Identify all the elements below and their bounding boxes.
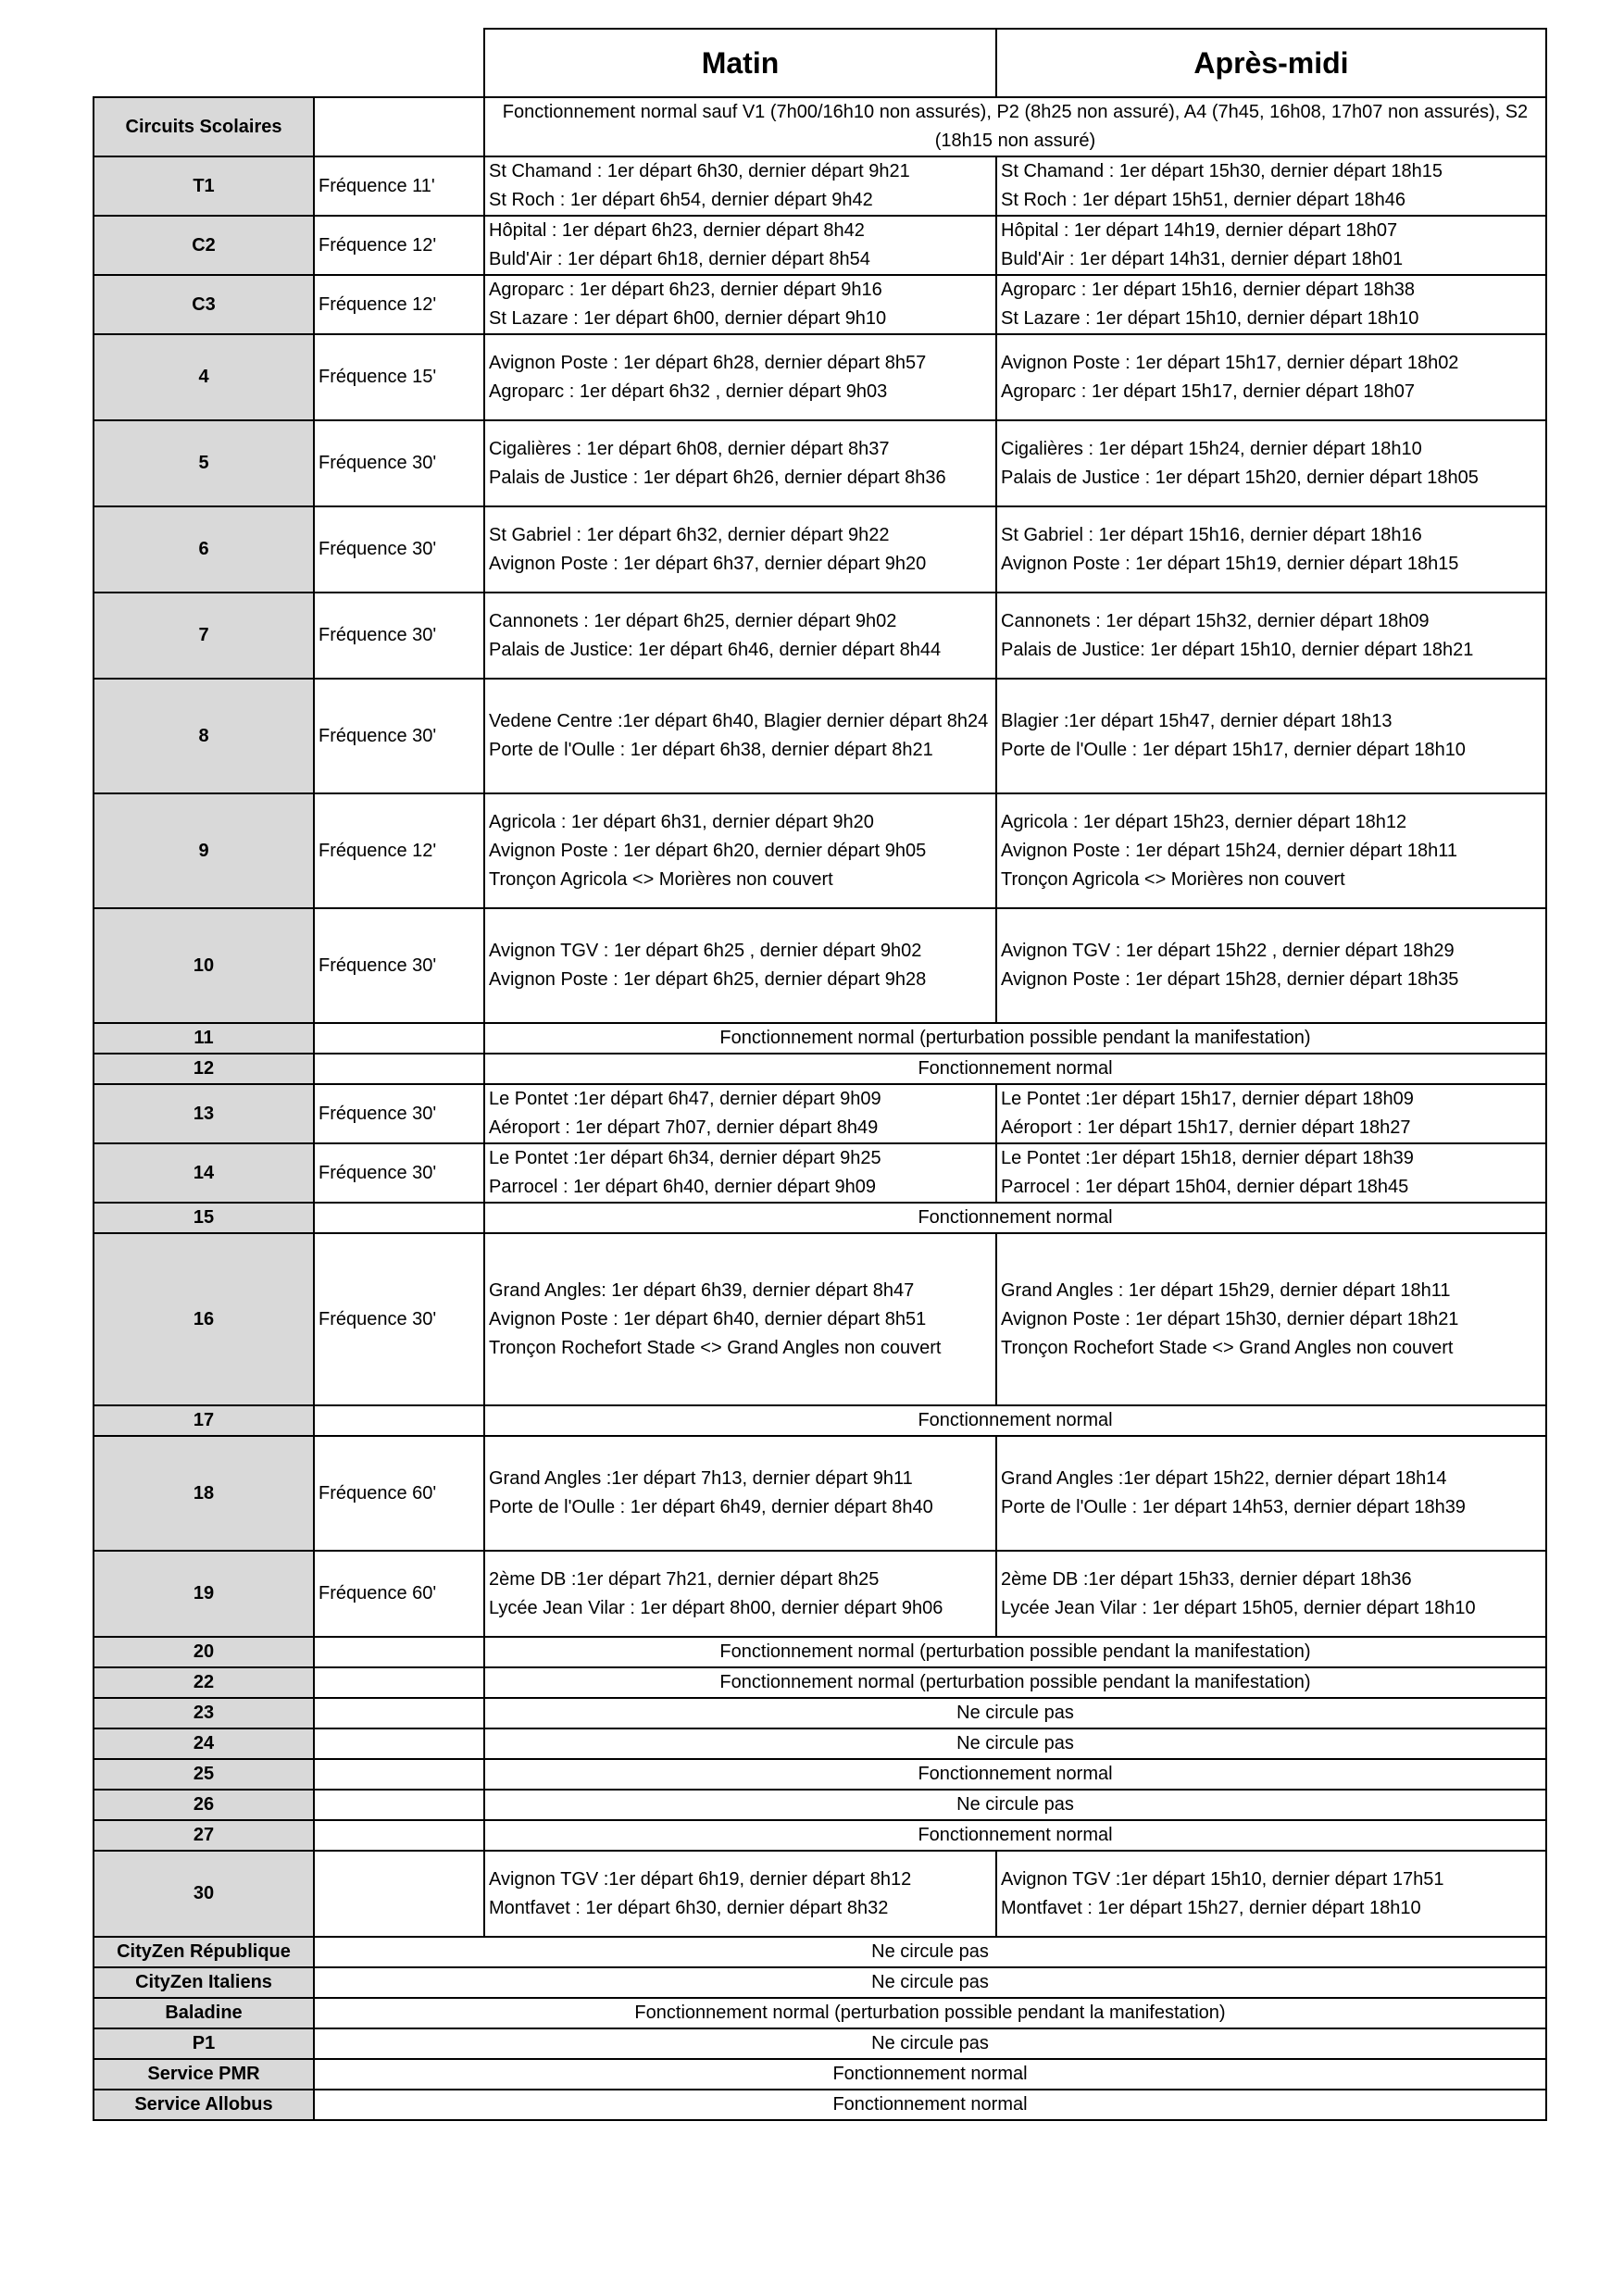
schedule-line: Le Pontet :1er départ 15h18, dernier départ 18h39 bbox=[1001, 1148, 1414, 1168]
frequency-cell: Fréquence 60' bbox=[314, 1436, 484, 1551]
schedule-line: Avignon Poste : 1er départ 15h28, dernier départ 18h35 bbox=[1001, 969, 1459, 990]
line-cell: 24 bbox=[94, 1728, 314, 1759]
frequency-cell: Fréquence 12' bbox=[314, 216, 484, 275]
table-row bbox=[94, 2059, 1546, 2090]
apres-midi-schedule-cell bbox=[996, 1084, 1546, 1143]
apres-midi-schedule-cell bbox=[996, 1436, 1546, 1551]
status-cell: Fonctionnement normal bbox=[484, 1405, 1546, 1436]
matin-schedule-cell bbox=[484, 593, 996, 679]
line-cell: 13 bbox=[94, 1084, 314, 1143]
table-row bbox=[94, 334, 1546, 420]
table-row bbox=[94, 679, 1546, 793]
table-row bbox=[94, 1667, 1546, 1698]
frequency-cell bbox=[314, 97, 484, 156]
schedule-line: Grand Angles :1er départ 15h22, dernier départ 18h14 bbox=[1001, 1468, 1447, 1489]
status-cell: Fonctionnement normal bbox=[484, 1054, 1546, 1084]
frequency-cell bbox=[314, 1728, 484, 1759]
status-cell: Ne circule pas bbox=[314, 1937, 1546, 1967]
frequency-cell: Fréquence 30' bbox=[314, 1143, 484, 1203]
line-cell: 10 bbox=[94, 908, 314, 1023]
frequency-cell: Fréquence 30' bbox=[314, 908, 484, 1023]
apres-midi-schedule-cell bbox=[996, 1233, 1546, 1405]
table-row bbox=[94, 1790, 1546, 1820]
line-cell: Circuits Scolaires bbox=[94, 97, 314, 156]
line-cell: Service Allobus bbox=[94, 2090, 314, 2120]
schedule-line: Agroparc : 1er départ 6h32 , dernier départ 9h03 bbox=[489, 381, 888, 402]
status-cell: Fonctionnement normal sauf V1 (7h00/16h10 non assurés), P2 (8h25 non assuré), A4 (7h45, 16h08, 17h07 non assurés), S2 (18h15 non assuré) bbox=[484, 97, 1546, 156]
schedule-line: Avignon TGV : 1er départ 6h25 , dernier départ 9h02 bbox=[489, 941, 922, 961]
line-cell: CityZen Italiens bbox=[94, 1967, 314, 1998]
schedule-line: Avignon TGV : 1er départ 15h22 , dernier départ 18h29 bbox=[1001, 941, 1455, 961]
status-cell: Ne circule pas bbox=[484, 1790, 1546, 1820]
matin-schedule-cell bbox=[484, 420, 996, 506]
table-row bbox=[94, 1967, 1546, 1998]
table-row bbox=[94, 1759, 1546, 1790]
status-cell: Fonctionnement normal bbox=[484, 1820, 1546, 1851]
line-cell: 9 bbox=[94, 793, 314, 908]
line-cell: 22 bbox=[94, 1667, 314, 1698]
header-blank-cell bbox=[94, 29, 484, 97]
apres-midi-schedule-cell bbox=[996, 1143, 1546, 1203]
schedule-line: Avignon Poste : 1er départ 6h28, dernier départ 8h57 bbox=[489, 352, 927, 373]
matin-schedule-cell bbox=[484, 156, 996, 216]
schedule-line: Palais de Justice: 1er départ 15h10, dernier départ 18h21 bbox=[1001, 639, 1474, 660]
apres-midi-schedule-cell bbox=[996, 679, 1546, 793]
frequency-cell bbox=[314, 1023, 484, 1054]
schedule-line: 2ème DB :1er départ 15h33, dernier départ 18h36 bbox=[1001, 1568, 1412, 1590]
line-cell: 23 bbox=[94, 1698, 314, 1728]
line-cell: P1 bbox=[94, 2028, 314, 2059]
line-cell: CityZen République bbox=[94, 1937, 314, 1967]
line-cell: C2 bbox=[94, 216, 314, 275]
table-row bbox=[94, 1233, 1546, 1405]
table-row bbox=[94, 1851, 1546, 1937]
table-row bbox=[94, 506, 1546, 593]
matin-schedule-cell bbox=[484, 334, 996, 420]
apres-midi-schedule-cell bbox=[996, 420, 1546, 506]
status-cell: Fonctionnement normal bbox=[314, 2059, 1546, 2090]
apres-midi-schedule-cell bbox=[996, 275, 1546, 334]
schedule-line: St Chamand : 1er départ 6h30, dernier départ 9h21 bbox=[489, 161, 910, 181]
line-cell: Baladine bbox=[94, 1998, 314, 2028]
schedule-line: Porte de l'Oulle : 1er départ 15h17, dernier départ 18h10 bbox=[1001, 740, 1466, 760]
schedule-table bbox=[93, 28, 1547, 2121]
status-cell: Fonctionnement normal bbox=[484, 1759, 1546, 1790]
schedule-line: Avignon Poste : 1er départ 15h30, dernier départ 18h21 bbox=[1001, 1308, 1459, 1329]
table-row bbox=[94, 97, 1546, 156]
schedule-line: Aéroport : 1er départ 7h07, dernier départ 8h49 bbox=[489, 1117, 879, 1138]
line-cell: 8 bbox=[94, 679, 314, 793]
schedule-line: Avignon TGV :1er départ 6h19, dernier départ 8h12 bbox=[489, 1868, 912, 1890]
schedule-line: St Lazare : 1er départ 6h00, dernier départ 9h10 bbox=[489, 308, 887, 329]
frequency-cell: Fréquence 60' bbox=[314, 1551, 484, 1637]
matin-schedule-cell bbox=[484, 1233, 996, 1405]
apres-midi-schedule-cell bbox=[996, 1851, 1546, 1937]
frequency-cell: Fréquence 12' bbox=[314, 793, 484, 908]
table-row bbox=[94, 908, 1546, 1023]
schedule-line: Montfavet : 1er départ 6h30, dernier départ 8h32 bbox=[489, 1897, 889, 1918]
schedule-line: Lycée Jean Vilar : 1er départ 15h05, dernier départ 18h10 bbox=[1001, 1597, 1476, 1618]
schedule-line: Aéroport : 1er départ 15h17, dernier départ 18h27 bbox=[1001, 1117, 1411, 1138]
line-cell: 15 bbox=[94, 1203, 314, 1233]
table-row bbox=[94, 2090, 1546, 2120]
apres-midi-schedule-cell bbox=[996, 793, 1546, 908]
apres-midi-schedule-cell bbox=[996, 334, 1546, 420]
frequency-cell bbox=[314, 1405, 484, 1436]
schedule-line: Avignon Poste : 1er départ 6h37, dernier départ 9h20 bbox=[489, 553, 927, 574]
schedule-line: Le Pontet :1er départ 6h47, dernier départ 9h09 bbox=[489, 1089, 881, 1109]
schedule-line: Cigalières : 1er départ 15h24, dernier départ 18h10 bbox=[1001, 438, 1422, 459]
matin-schedule-cell bbox=[484, 216, 996, 275]
schedule-line: Buld'Air : 1er départ 6h18, dernier départ 8h54 bbox=[489, 249, 870, 269]
schedule-line: Vedene Centre :1er départ 6h40, Blagier dernier départ 8h24 bbox=[489, 711, 989, 731]
schedule-line: Cannonets : 1er départ 6h25, dernier départ 9h02 bbox=[489, 610, 897, 631]
status-cell: Fonctionnement normal (perturbation possible pendant la manifestation) bbox=[314, 1998, 1546, 2028]
frequency-cell: Fréquence 30' bbox=[314, 679, 484, 793]
status-cell: Fonctionnement normal (perturbation possible pendant la manifestation) bbox=[484, 1637, 1546, 1667]
frequency-cell: Fréquence 11' bbox=[314, 156, 484, 216]
line-cell: C3 bbox=[94, 275, 314, 334]
header-matin: Matin bbox=[484, 29, 996, 97]
frequency-cell: Fréquence 30' bbox=[314, 1233, 484, 1405]
schedule-line: Lycée Jean Vilar : 1er départ 8h00, dernier départ 9h06 bbox=[489, 1597, 943, 1618]
schedule-line: Tronçon Rochefort Stade <> Grand Angles non couvert bbox=[489, 1337, 942, 1358]
matin-schedule-cell bbox=[484, 1851, 996, 1937]
frequency-cell: Fréquence 30' bbox=[314, 1084, 484, 1143]
schedule-line: Tronçon Agricola <> Morières non couvert bbox=[1001, 868, 1345, 890]
schedule-line: Agricola : 1er départ 6h31, dernier départ 9h20 bbox=[489, 811, 874, 832]
matin-schedule-cell bbox=[484, 1084, 996, 1143]
status-cell: Ne circule pas bbox=[484, 1728, 1546, 1759]
schedule-line: Grand Angles :1er départ 7h13, dernier départ 9h11 bbox=[489, 1468, 913, 1489]
apres-midi-schedule-cell bbox=[996, 593, 1546, 679]
schedule-line: Agricola : 1er départ 15h23, dernier départ 18h12 bbox=[1001, 811, 1407, 832]
apres-midi-schedule-cell bbox=[996, 216, 1546, 275]
table-row bbox=[94, 593, 1546, 679]
table-row bbox=[94, 1728, 1546, 1759]
table-row bbox=[94, 1054, 1546, 1084]
frequency-cell bbox=[314, 1698, 484, 1728]
schedule-line: 2ème DB :1er départ 7h21, dernier départ 8h25 bbox=[489, 1568, 880, 1590]
schedule-line: Palais de Justice : 1er départ 15h20, dernier départ 18h05 bbox=[1001, 467, 1479, 488]
frequency-cell bbox=[314, 1790, 484, 1820]
status-cell: Fonctionnement normal (perturbation possible pendant la manifestation) bbox=[484, 1667, 1546, 1698]
schedule-line: Le Pontet :1er départ 6h34, dernier départ 9h25 bbox=[489, 1148, 881, 1168]
frequency-cell bbox=[314, 1851, 484, 1937]
matin-schedule-cell bbox=[484, 275, 996, 334]
table-row bbox=[94, 216, 1546, 275]
table-row bbox=[94, 1937, 1546, 1967]
line-cell: 20 bbox=[94, 1637, 314, 1667]
schedule-line: St Roch : 1er départ 6h54, dernier départ 9h42 bbox=[489, 190, 873, 210]
apres-midi-schedule-cell bbox=[996, 1551, 1546, 1637]
matin-schedule-cell bbox=[484, 679, 996, 793]
line-cell: 30 bbox=[94, 1851, 314, 1937]
schedule-line: Cannonets : 1er départ 15h32, dernier départ 18h09 bbox=[1001, 610, 1430, 631]
frequency-cell bbox=[314, 1203, 484, 1233]
apres-midi-schedule-cell bbox=[996, 908, 1546, 1023]
table-row bbox=[94, 1084, 1546, 1143]
line-cell: 14 bbox=[94, 1143, 314, 1203]
table-row bbox=[94, 1551, 1546, 1637]
table-row bbox=[94, 1143, 1546, 1203]
table-row bbox=[94, 1998, 1546, 2028]
line-cell: 25 bbox=[94, 1759, 314, 1790]
status-cell: Fonctionnement normal bbox=[314, 2090, 1546, 2120]
table-row bbox=[94, 1637, 1546, 1667]
line-cell: 5 bbox=[94, 420, 314, 506]
schedule-line: Porte de l'Oulle : 1er départ 14h53, dernier départ 18h39 bbox=[1001, 1497, 1466, 1517]
frequency-cell bbox=[314, 1637, 484, 1667]
schedule-line: Parrocel : 1er départ 15h04, dernier départ 18h45 bbox=[1001, 1177, 1409, 1197]
matin-schedule-cell bbox=[484, 1143, 996, 1203]
schedule-line: Le Pontet :1er départ 15h17, dernier départ 18h09 bbox=[1001, 1089, 1414, 1109]
line-cell: 17 bbox=[94, 1405, 314, 1436]
apres-midi-schedule-cell bbox=[996, 506, 1546, 593]
schedule-line: Agroparc : 1er départ 15h16, dernier départ 18h38 bbox=[1001, 280, 1415, 300]
schedule-line: Palais de Justice: 1er départ 6h46, dernier départ 8h44 bbox=[489, 639, 942, 660]
schedule-line: Agroparc : 1er départ 6h23, dernier départ 9h16 bbox=[489, 280, 882, 300]
matin-schedule-cell bbox=[484, 506, 996, 593]
table-row bbox=[94, 1203, 1546, 1233]
table-row bbox=[94, 1023, 1546, 1054]
schedule-line: St Gabriel : 1er départ 6h32, dernier départ 9h22 bbox=[489, 524, 890, 545]
schedule-line: Avignon TGV :1er départ 15h10, dernier départ 17h51 bbox=[1001, 1868, 1444, 1890]
frequency-cell: Fréquence 30' bbox=[314, 506, 484, 593]
schedule-line: Avignon Poste : 1er départ 15h17, dernier départ 18h02 bbox=[1001, 352, 1459, 373]
frequency-cell: Fréquence 30' bbox=[314, 420, 484, 506]
table-row bbox=[94, 275, 1546, 334]
schedule-line: Cigalières : 1er départ 6h08, dernier départ 8h37 bbox=[489, 438, 890, 459]
line-cell: 19 bbox=[94, 1551, 314, 1637]
schedule-line: Palais de Justice : 1er départ 6h26, dernier départ 8h36 bbox=[489, 467, 946, 488]
frequency-cell: Fréquence 30' bbox=[314, 593, 484, 679]
table-row bbox=[94, 1405, 1546, 1436]
line-cell: 26 bbox=[94, 1790, 314, 1820]
schedule-line: St Roch : 1er départ 15h51, dernier départ 18h46 bbox=[1001, 190, 1405, 210]
line-cell: 6 bbox=[94, 506, 314, 593]
table-row bbox=[94, 1698, 1546, 1728]
header-row bbox=[94, 29, 1546, 97]
schedule-line: Avignon Poste : 1er départ 6h20, dernier départ 9h05 bbox=[489, 840, 927, 861]
schedule-line: Buld'Air : 1er départ 14h31, dernier départ 18h01 bbox=[1001, 249, 1404, 269]
status-cell: Ne circule pas bbox=[484, 1698, 1546, 1728]
frequency-cell: Fréquence 15' bbox=[314, 334, 484, 420]
schedule-line: Parrocel : 1er départ 6h40, dernier départ 9h09 bbox=[489, 1177, 877, 1197]
schedule-line: Hôpital : 1er départ 14h19, dernier départ 18h07 bbox=[1001, 220, 1398, 241]
schedule-line: Montfavet : 1er départ 15h27, dernier départ 18h10 bbox=[1001, 1897, 1421, 1918]
frequency-cell bbox=[314, 1820, 484, 1851]
matin-schedule-cell bbox=[484, 1551, 996, 1637]
schedule-line: Agroparc : 1er départ 15h17, dernier départ 18h07 bbox=[1001, 381, 1415, 402]
table-row bbox=[94, 420, 1546, 506]
line-cell: T1 bbox=[94, 156, 314, 216]
line-cell: 11 bbox=[94, 1023, 314, 1054]
line-cell: 12 bbox=[94, 1054, 314, 1084]
schedule-line: Porte de l'Oulle : 1er départ 6h49, dernier départ 8h40 bbox=[489, 1497, 933, 1517]
matin-schedule-cell bbox=[484, 793, 996, 908]
schedule-line: Avignon Poste : 1er départ 15h24, dernier départ 18h11 bbox=[1001, 840, 1457, 861]
line-cell: 7 bbox=[94, 593, 314, 679]
status-cell: Ne circule pas bbox=[314, 2028, 1546, 2059]
schedule-line: Hôpital : 1er départ 6h23, dernier départ 8h42 bbox=[489, 220, 865, 241]
schedule-line: Tronçon Rochefort Stade <> Grand Angles non couvert bbox=[1001, 1337, 1454, 1358]
apres-midi-schedule-cell bbox=[996, 156, 1546, 216]
line-cell: 4 bbox=[94, 334, 314, 420]
schedule-line: Avignon Poste : 1er départ 6h40, dernier départ 8h51 bbox=[489, 1308, 927, 1329]
table-row bbox=[94, 793, 1546, 908]
schedule-body bbox=[94, 29, 1546, 2120]
table-row bbox=[94, 1820, 1546, 1851]
schedule-line: St Lazare : 1er départ 15h10, dernier départ 18h10 bbox=[1001, 308, 1419, 329]
header-apres-midi: Après-midi bbox=[996, 29, 1546, 97]
frequency-cell bbox=[314, 1054, 484, 1084]
line-cell: 27 bbox=[94, 1820, 314, 1851]
frequency-cell bbox=[314, 1759, 484, 1790]
line-cell: 18 bbox=[94, 1436, 314, 1551]
schedule-line: St Chamand : 1er départ 15h30, dernier départ 18h15 bbox=[1001, 161, 1443, 181]
status-cell: Ne circule pas bbox=[314, 1967, 1546, 1998]
frequency-cell: Fréquence 12' bbox=[314, 275, 484, 334]
line-cell: 16 bbox=[94, 1233, 314, 1405]
schedule-line: Blagier :1er départ 15h47, dernier départ 18h13 bbox=[1001, 711, 1393, 731]
schedule-line: Porte de l'Oulle : 1er départ 6h38, dernier départ 8h21 bbox=[489, 740, 933, 760]
schedule-line: Grand Angles: 1er départ 6h39, dernier départ 8h47 bbox=[489, 1279, 915, 1301]
schedule-line: St Gabriel : 1er départ 15h16, dernier départ 18h16 bbox=[1001, 524, 1422, 545]
schedule-line: Avignon Poste : 1er départ 6h25, dernier départ 9h28 bbox=[489, 969, 927, 990]
table-row bbox=[94, 1436, 1546, 1551]
status-cell: Fonctionnement normal bbox=[484, 1203, 1546, 1233]
frequency-cell bbox=[314, 1667, 484, 1698]
table-row bbox=[94, 2028, 1546, 2059]
schedule-line: Grand Angles : 1er départ 15h29, dernier départ 18h11 bbox=[1001, 1279, 1451, 1301]
matin-schedule-cell bbox=[484, 908, 996, 1023]
schedule-line: Avignon Poste : 1er départ 15h19, dernier départ 18h15 bbox=[1001, 553, 1459, 574]
matin-schedule-cell bbox=[484, 1436, 996, 1551]
table-row bbox=[94, 156, 1546, 216]
status-cell: Fonctionnement normal (perturbation possible pendant la manifestation) bbox=[484, 1023, 1546, 1054]
line-cell: Service PMR bbox=[94, 2059, 314, 2090]
schedule-line: Tronçon Agricola <> Morières non couvert bbox=[489, 868, 833, 890]
